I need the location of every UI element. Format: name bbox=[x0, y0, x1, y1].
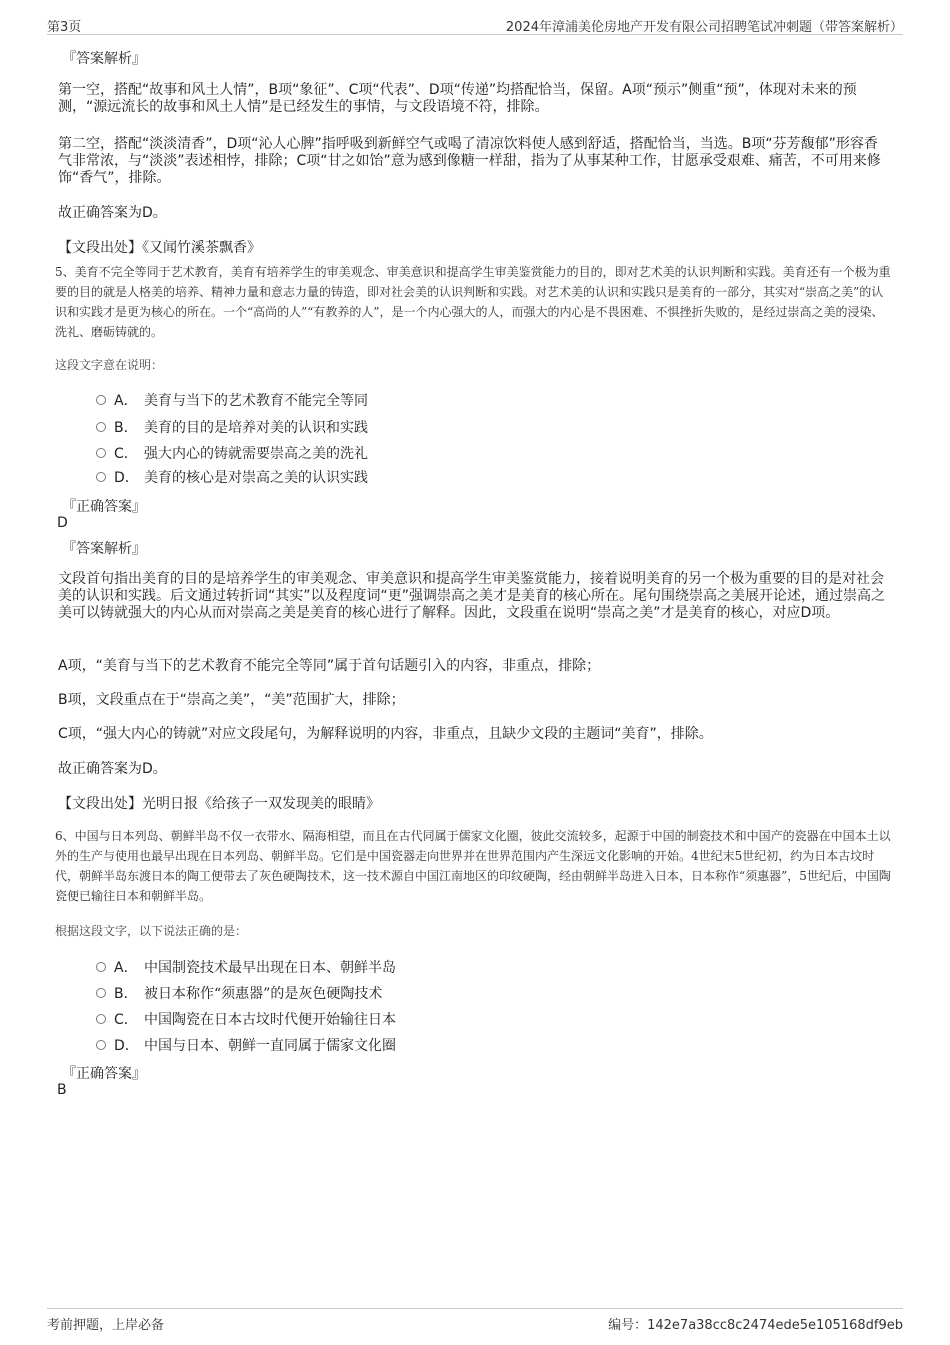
q4-source-label: 【文段出处】 bbox=[58, 240, 142, 256]
document-title: 2024年漳浦美伦房地产开发有限公司招聘笔试冲刺题（带答案解析） bbox=[505, 20, 903, 35]
page-header bbox=[47, 14, 903, 35]
q6-answer-label: 『正确答案』 bbox=[62, 1066, 146, 1082]
radio-icon[interactable] bbox=[96, 1040, 106, 1050]
q4-analysis-para-1: 第一空，搭配“故事和风土人情”，B项“象征”、C项“代表”、D项“传递”均搭配恰当，保留。A项“预示”侧重“预”，体现对未来的预测，“源远流长的故事和风土人情”是已经发生的事情，与文段语境不符，排除。 bbox=[58, 82, 857, 115]
q4-source bbox=[58, 237, 261, 257]
q5-analysis-para-1: 文段首句指出美育的目的是培养学生的审美观念、审美意识和提高学生审美鉴赏能力，接着说明美育的另一个极为重要的目的是对社会美的认识和实践。后文通过转折词“其实”以及程度词“更”强调崇高之美才是美育的核心所在。尾句围绕崇高之美展开论述，通过崇高之美可以铸就强大的内心从而对崇高之美是美育的核心进行了解释。因此，文段重在说明“崇高之美”才是美育的核心，对应D项。 bbox=[58, 571, 886, 621]
radio-icon[interactable] bbox=[96, 962, 106, 972]
q5-source-label: 【文段出处】 bbox=[58, 796, 142, 812]
radio-icon[interactable] bbox=[96, 988, 106, 998]
q4-analysis-para-2: 第二空，搭配“淡淡清香”，D项“沁人心脾”指呼吸到新鲜空气或喝了清凉饮料使人感到舒适，搭配恰当，当选。B项“芬芳馥郁”形容香气非常浓，与“淡淡”表述相悖，排除；C项“甘之如饴”意为感到像糖一样甜，指为了从事某种工作，甘愿承受艰难、痛苦，不可用来修饰“香气”，排除。 bbox=[58, 136, 881, 186]
q5-answer-label: 『正确答案』 bbox=[62, 499, 146, 515]
page-footer bbox=[47, 1308, 903, 1331]
q5-analysis-para-4: C项，“强大内心的铸就”对应文段尾句，为解释说明的内容，非重点，且缺少文段的主题词“美育”，排除。 bbox=[58, 726, 713, 742]
q6-stem: 6、中国与日本列岛、朝鲜半岛不仅一衣带水、隔海相望，而且在古代同属于儒家文化圈，彼此交流较多，起源于中国的制瓷技术和中国产的瓷器在中国本土以外的生产与使用也最早出现在日本列岛、朝鲜半岛。它们是中国瓷器走向世界并在世界范围内产生深远文化影响的开始。4世纪末5世纪初，约为日本古坟时代，朝鲜半岛东渡日本的陶工便带去了灰色硬陶技术，这一技术源自中国江南地区的印纹硬陶，经由朝鲜半岛进入日本，日本称作“须惠器”，5世纪后，中国陶瓷便已输往日本和朝鲜半岛。 bbox=[55, 829, 891, 903]
q5-stem: 5、美育不完全等同于艺术教育，美育有培养学生的审美观念、审美意识和提高学生审美鉴赏能力的目的，即对艺术美的认识判断和实践。美育还有一个极为重要的目的就是人格美的培养、精神力量和意志力量的铸造，即对社会美的认识判断和实践。对艺术美的认识和实践只是美育的一部分，其实对“崇高之美”的认识和实践才是更为核心的所在。一个“高尚的人”“有教养的人”，是一个内心强大的人，而强大的内心是不畏困难、不惧挫折失败的，是经过崇高之美的浸染、洗礼、磨砺铸就的。 bbox=[55, 265, 891, 339]
radio-icon[interactable] bbox=[96, 1014, 106, 1024]
radio-icon[interactable] bbox=[96, 472, 106, 482]
q5-analysis-label: 『答案解析』 bbox=[62, 541, 146, 557]
footer-slogan: 考前押题，上岸必备 bbox=[47, 1318, 165, 1333]
radio-icon[interactable] bbox=[96, 422, 106, 432]
q4-source-text: 《又闻竹溪茶飘香》 bbox=[142, 240, 261, 256]
q5-source-text: 光明日报《给孩子一双发现美的眼睛》 bbox=[142, 796, 380, 812]
q6-prompt: 根据这段文字，以下说法正确的是： bbox=[55, 924, 248, 938]
q5-analysis-para-2: A项，“美育与当下的艺术教育不能完全等同”属于首句话题引入的内容，非重点，排除； bbox=[58, 658, 601, 674]
q4-analysis-label: 『答案解析』 bbox=[62, 51, 146, 67]
radio-icon[interactable] bbox=[96, 395, 106, 405]
page-number: 第3页 bbox=[47, 20, 82, 35]
q5-conclusion: 故正确答案为D。 bbox=[58, 761, 167, 777]
q6-answer: B bbox=[57, 1082, 67, 1098]
footer-doc-id: 编号：142e7a38cc8c2474ede5e105168df9eb bbox=[608, 1318, 903, 1333]
q5-prompt: 这段文字意在说明： bbox=[55, 358, 164, 372]
radio-icon[interactable] bbox=[96, 448, 106, 458]
q5-analysis-para-3: B项，文段重点在于“崇高之美”，“美”范围扩大，排除； bbox=[58, 692, 405, 708]
q5-source bbox=[58, 793, 380, 813]
q4-conclusion: 故正确答案为D。 bbox=[58, 205, 167, 221]
q5-answer: D bbox=[57, 515, 68, 531]
